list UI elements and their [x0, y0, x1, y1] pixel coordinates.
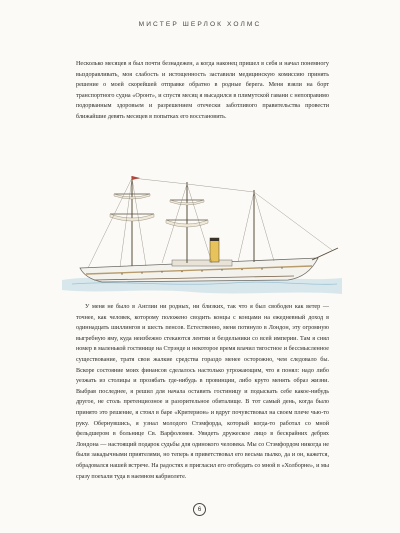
- paragraph-2: У меня не было в Англии ни родных, ни близких, так что я был свободен как ветер — точнее, как человек, которому положено сводить концы с концами на ежедневный доход в одиннадцать шиллингов и шесть пенсов. Естественно, меня потянуло в Лондон, эту огромную выгребную яму, куда неизбежно стекаются лентяи и бездельники со всей империи. Там я снял номер в маленькой гостинице на Стрэнде и некоторое время влачил тягостное и бессмысленное существование, тратя свои жалкие средства гораздо менее осторожно, чем следовало бы. Вскоре состояние моих финансов сделалось настолько угрожающим, что я понял: надо либо уезжать из столицы и прозябать где-нибудь в провинции, либо круто менять образ жизни. Выбрав последнее, я решил для начала оставить гостиницу и подыскать себе какое-нибудь другое, не столь претенциозное и разорительное обиталище. В тот самый день, когда было принято это решение, я стоял в баре «Критерион» и вдруг почувствовал на своем плече чью-то руку. Обернувшись, я узнал молодого Стэмфорда, который когда-то работал со мной фельдшером в больнице Св. Варфоломея. Увидеть дружеское лицо в бескрайних дебрях Лондона — настоящий подарок судьбы для одинокого человека. Мы со Стэмфордом никогда не были закадычными приятелями, но теперь я приветствовал его весьма пылко, да и он, кажется, обрадовался нашей встрече. На радостях я пригласил его отобедать со мной в «Холборне», и мы сразу поехали туда в наемном кабриолете.: [76, 304, 329, 480]
- ship-illustration: [62, 170, 342, 298]
- page-number: 6: [193, 503, 206, 516]
- running-title: МИСТЕР ШЕРЛОК ХОЛМС: [138, 21, 262, 28]
- paragraph-1: Несколько месяцев я был почти безнадежен, а когда наконец пришел в себя и начал понемногу выздоравливать, моя слабость и истощенность заставили медицинскую комиссию принять решение о моей скорейшей отправке обратно в родные берега. Меня взяли на борт транспортного судна «Оронт», и спустя месяц я высадился в плимутской гавани с непоправимо подорванным здоровьем и разрешением отечески заботливого правительства провести ближайшие девять месяцев в попытках его восстановить.: [76, 61, 329, 120]
